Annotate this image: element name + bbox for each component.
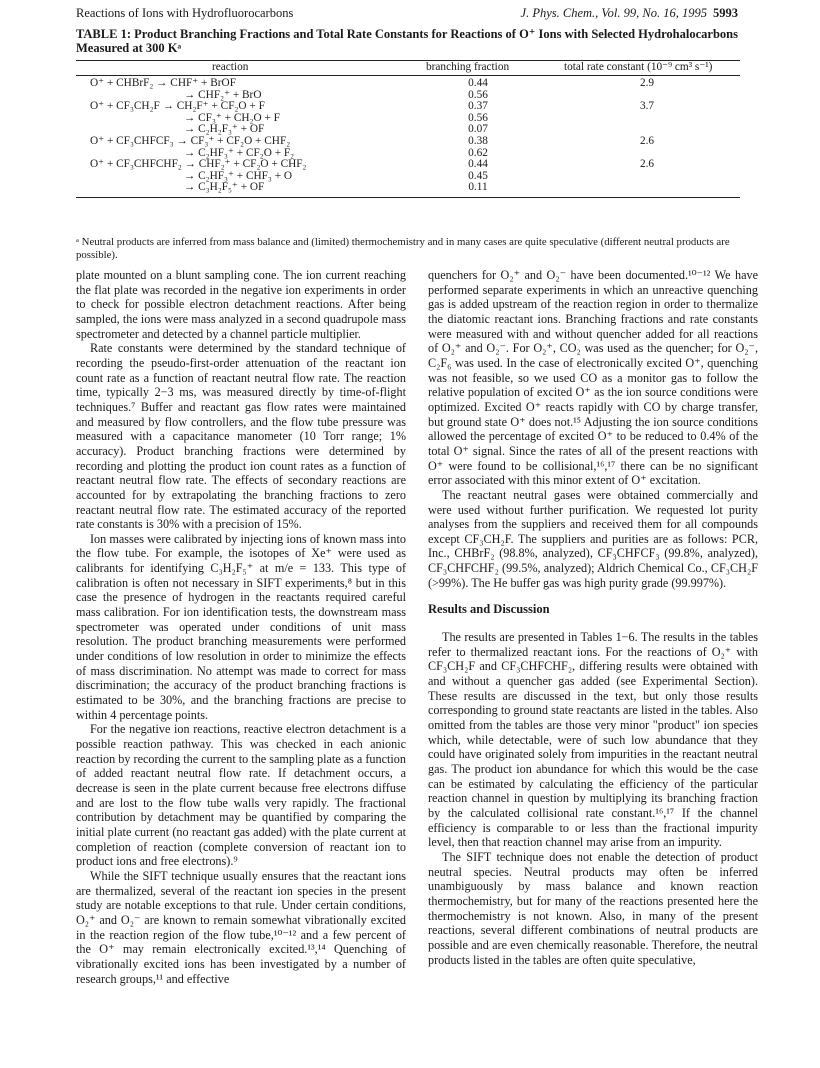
table-bottom-rule	[76, 197, 740, 198]
reaction-cell: → C₂H₂F₃⁺ + OF	[184, 123, 265, 136]
rate-cell: 2.6	[639, 158, 655, 171]
header-reaction: reaction	[212, 61, 249, 73]
table-header	[76, 61, 740, 75]
reaction-cell: → CHF₂⁺ + BrO	[184, 88, 262, 101]
paragraph: For the negative ion reactions, reactive electron detachment is a possible reaction pathway. This was checked in each anionic reaction by recording the current to the sampling plate as a function of added reactant neutral flow rate. If detachment occurs, a decrease is seen in the plate current because free electrons diffuse and are lost to the flow tube walls very rapidly. The fractional contribution by detachment may be quantified by comparing the initial plate current (no reactant gas added) with the plate current at completion of reaction (complete conversion of reactant ion to product ions and free electrons).⁹	[76, 722, 406, 869]
branching-cell: 0.37	[468, 100, 488, 113]
branching-cell: 0.62	[468, 146, 488, 159]
table-row	[76, 171, 740, 183]
rate-cell: 3.7	[639, 100, 655, 113]
branching-cell: 0.38	[468, 134, 488, 147]
branching-cell: 0.44	[468, 158, 488, 171]
branching-cell: 0.44	[468, 77, 488, 89]
left-column	[76, 268, 406, 986]
table-row	[76, 182, 740, 194]
paragraph: plate mounted on a blunt sampling cone. The ion current reaching the flat plate was recorded in the negative ion experiments in order to check for possible electron detachment reactions. After being sampled, the ions were mass analyzed in a second quadrupole mass spectrometer and detected by a channel particle multiplier.	[76, 268, 406, 341]
page-number: 5993	[713, 6, 738, 20]
rate-cell: 2.9	[639, 77, 655, 89]
header-rate: total rate constant (10⁻⁹ cm³ s⁻¹)	[564, 61, 713, 73]
reaction-cell: O⁺ + CF₃CHFCHF₂ → CHF₂⁺ + CF₂O + CHF₂	[90, 158, 307, 171]
paragraph: While the SIFT technique usually ensures that the reactant ions are thermalized, several of the reactant ion species in the present study are notable exceptions to that rule. Under certain conditions, O₂⁺ and O₂⁻ are known to remain somewhat vibrationally excited in the reaction region of the flow tube,¹⁰⁻¹² and a few percent of the O⁺ may remain electronically excited.¹³,¹⁴ Quenching of vibrationally excited ions has been investigated by a number of research groups,¹¹ and effective	[76, 868, 406, 986]
table-header-rule	[76, 75, 740, 76]
section-heading: Results and Discussion	[428, 602, 550, 617]
branching-cell: 0.07	[468, 123, 488, 136]
table-1	[76, 60, 740, 198]
table-row	[76, 101, 740, 113]
paragraph: The results are presented in Tables 1−6. The results in the tables refer to thermalized reactant ions. For the reactions of O₂⁺ with CF₃CH₂F and CF₃CHFCHF₂, differing results were obtained with and without a quencher gas added (see Experimental Section). These results are discussed in the text, but only those results corresponding to ground state reactants are listed in the tables. Also omitted from the tables are those very minor "product" ion species which, while detectable, were of such low abundance that they could have originated solely from impurities in the reactant neutral gas. The product ion abundance for which this would be the case can be estimated by calculating the efficiency of the particular reaction channel in question by multiplying its branching fraction by the calculated collisional rate constant.¹⁶,¹⁷ If the channel efficiency is comparable to or less than the fractional impurity level, then that reaction channel may arise from an impurity.	[428, 630, 758, 850]
reaction-cell: → C₂HF₃⁺ + CF₂O + F₂	[184, 146, 295, 159]
paragraph: The SIFT technique does not enable the detection of product neutral species. Neutral products may often be inferred unambiguously by mass balance and known reaction thermochemistry, but for many of the reactions presented here the thermochemistry is not known. Also, in many of the present reactions, several different combinations of neutral products are possible and are even chemically reasonable. Therefore, the neutral products listed in the tables are often quite speculative,	[428, 849, 758, 967]
running-title: Reactions of Ions with Hydrofluorocarbons	[76, 6, 294, 20]
table-row	[76, 78, 740, 90]
right-column	[428, 268, 758, 967]
rate-cell: 2.6	[639, 134, 655, 147]
journal-citation	[521, 6, 738, 21]
reaction-cell: O⁺ + CHBrF₂ → CHF⁺ + BrOF	[90, 77, 236, 89]
reaction-cell: → C₃H₂F₅⁺ + OF	[184, 181, 265, 194]
reaction-cell: → CF₃⁺ + CH₂O + F	[184, 111, 280, 124]
journal-name: J. Phys. Chem., Vol. 99, No. 16, 1995	[520, 6, 707, 20]
reaction-cell: O⁺ + CF₃CH₂F → CH₂F⁺ + CF₂O + F	[90, 100, 265, 113]
branching-cell: 0.56	[468, 111, 488, 124]
table-body	[76, 78, 740, 194]
reaction-cell: O⁺ + CF₃CHFCF₃ → CF₃⁺ + CF₂O + CHF₂	[90, 134, 291, 147]
branching-cell: 0.56	[468, 88, 488, 101]
table-caption: TABLE 1: Product Branching Fractions and Total Rate Constants for Reactions of O⁺ Ions with Selected Hydrohalocarbons Measured at 300 Kᵃ	[76, 27, 738, 55]
reaction-cell: → C₂HF₃⁺ + CHF₃ + O	[184, 169, 293, 182]
branching-cell: 0.45	[468, 169, 488, 182]
table-row	[76, 113, 740, 125]
running-head	[76, 6, 738, 24]
header-branching: branching fraction	[426, 61, 510, 73]
paragraph: quenchers for O₂⁺ and O₂⁻ have been documented.¹⁰⁻¹² We have performed separate experiments in which an unreactive quenching gas is added upstream of the reaction region in order to thermalize the diatomic reactant ions. Branching fractions and rate constants were measured with and without quencher added for all reactions of O₂⁺ and O₂⁻. For O₂⁺, CO₂ was used as the quencher; for O₂⁻, C₂F₆ was used. In the case of electronically excited O⁺, quenching was not feasible, so we used CO as a monitor gas to follow the relative population of excited O⁺ as the ion source conditions were optimized. Excited O⁺ reacts rapidly with CO by charge transfer, but ground state O⁺ does not.¹⁵ Adjusting the ion source conditions allowed the percentage of excited O⁺ to be reduced to 0.4% of the total O⁺ signal. Since the rates of all of the present reactions with O⁺ were found to be collisional,¹⁶,¹⁷ there can be no significant error associated with this minor extent of O⁺ excitation.	[428, 268, 758, 488]
table-footnote: ᵃ Neutral products are inferred from mass balance and (limited) thermochemistry and in many cases are quite speculative (different neutral products are possible).	[76, 236, 730, 261]
paragraph: Rate constants were determined by the standard technique of recording the pseudo-first-order attenuation of the reactant ion count rate as a function of reactant neutral flow rate. The reaction time, typically 2−3 ms, was measured directly by time-of-flight techniques.⁷ Buffer and reactant gas flow rates were maintained and measured by flow controllers, and the flow tube pressure was measured with a capacitance manometer (10 Torr range; 1% accuracy). Product branching fractions were determined by recording and plotting the product ion count rates as a function of reactant neutral flow rate. The effects of secondary reactions are accounted for by extrapolating the branching fractions to zero reactant neutral flow rate. The estimated accuracy of the reported rate constants is 30% with a precision of 15%.	[76, 341, 406, 532]
paragraph: Ion masses were calibrated by injecting ions of known mass into the flow tube. For example, the isotopes of Xe⁺ were used as calibrants for identifying C₃H₂F₅⁺ at m/e = 133. This type of calibration is often not necessary in SIFT experiments,⁸ but in this case the presence of hydrogen in the reactants required careful mass calibration. For ion identification tests, the downstream mass spectrometer was operated under conditions of unit mass resolution. The product branching measurements were performed under conditions of low resolution in order to minimize the effects of mass discrimination. No attempt was made to correct for mass discrimination; the accuracy of the product branching fractions is estimated to be 30%, and the branching fractions are precise to within 4 percentage points.	[76, 531, 406, 722]
paragraph: The reactant neutral gases were obtained commercially and were used without further purification. We requested lot purity analyses from the suppliers and received them for all compounds except CF₃CH₂F. The suppliers and purities are as follows: PCR, Inc., CHBrF₂ (98.8%, analyzed), CF₃CHFCF₃ (99.8%, analyzed), CF₃CHFCHF₂ (99.5%, analyzed); Aldrich Chemical Co., CF₃CH₂F (>99%). The He buffer gas was high purity grade (99.997%).	[428, 487, 758, 590]
table-row	[76, 159, 740, 171]
table-row	[76, 136, 740, 148]
branching-cell: 0.11	[468, 181, 488, 194]
